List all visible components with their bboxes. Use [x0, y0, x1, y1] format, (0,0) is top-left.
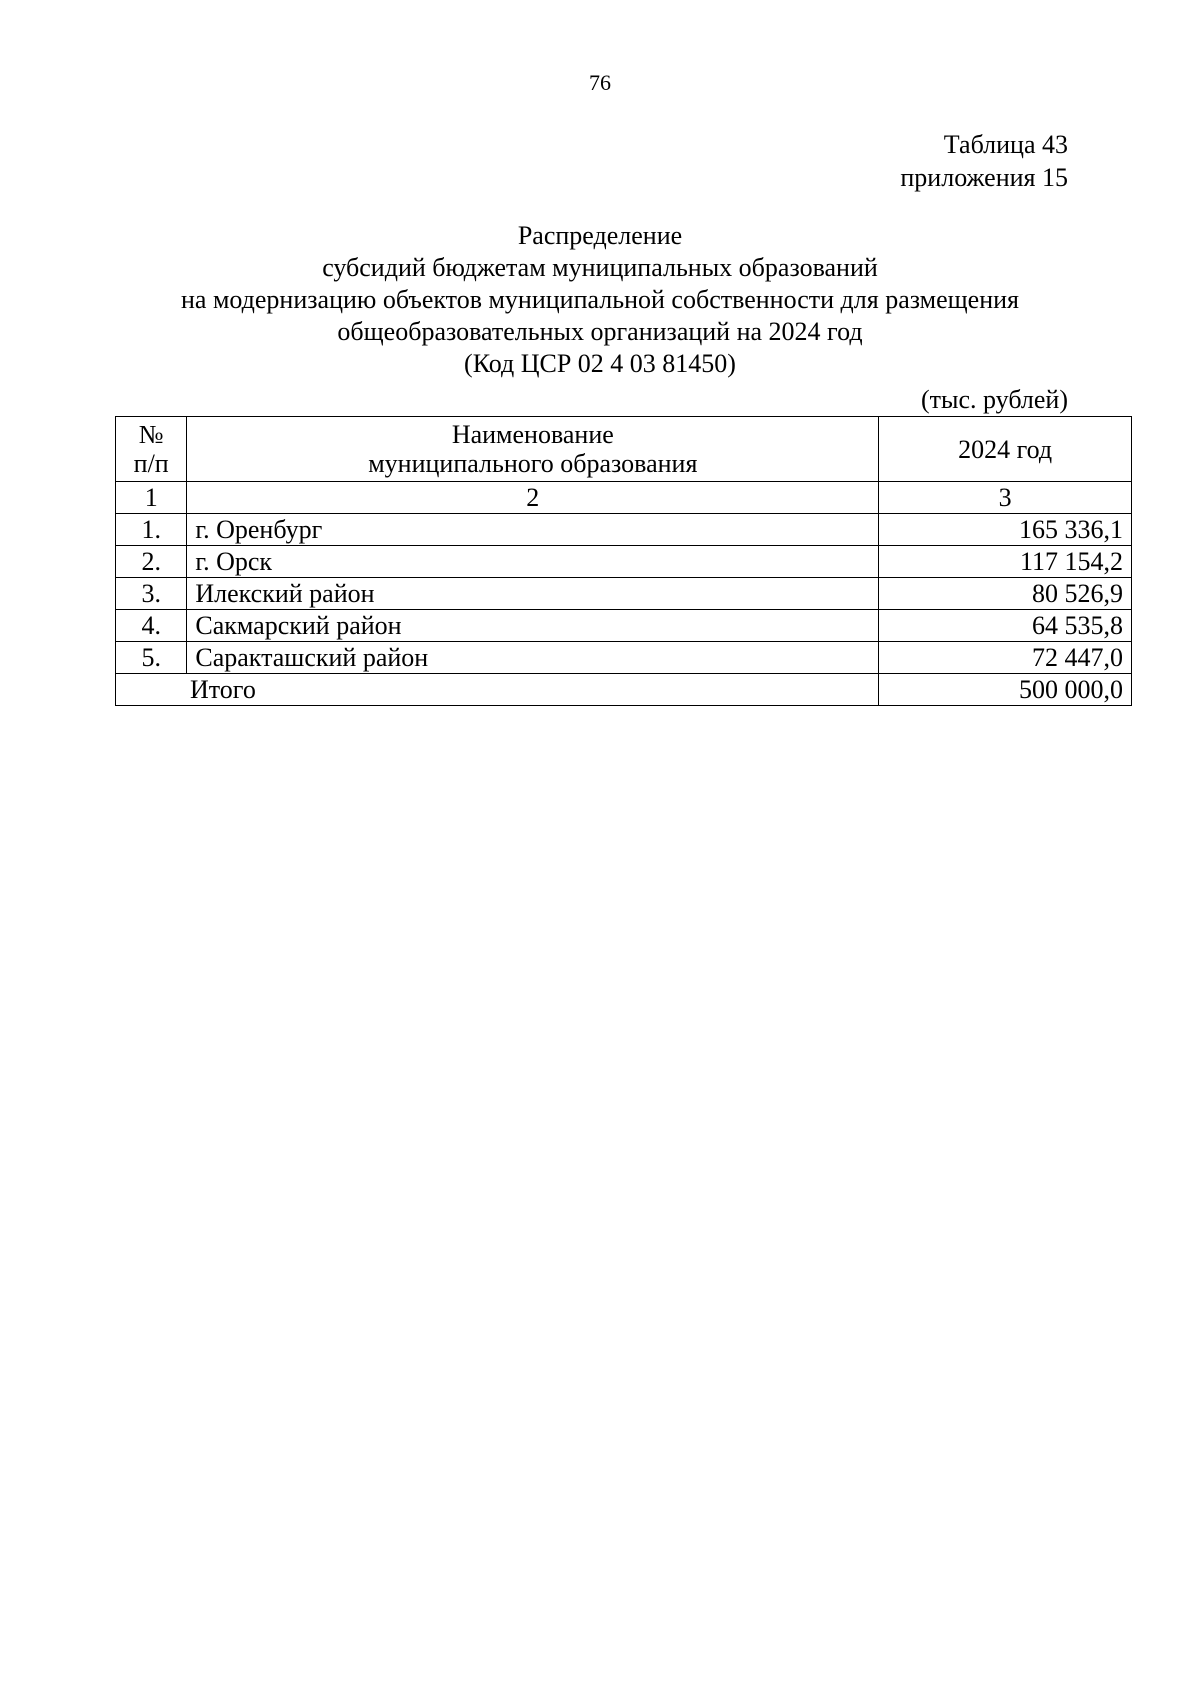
units-label: (тыс. рублей): [920, 385, 1068, 414]
title-line-3: на модернизацию объектов муниципальной собственности для размещения: [181, 285, 1019, 314]
row-name-cell: г. Орск: [187, 546, 879, 578]
column-index-cell: 1: [116, 482, 187, 514]
header-year-cell: 2024 год: [879, 417, 1132, 482]
total-label-cell: Итого: [116, 674, 879, 706]
page-number: 76: [589, 70, 611, 95]
row-number-cell: 3.: [116, 578, 187, 610]
table-header-row: [116, 417, 1132, 482]
row-number-cell: 4.: [116, 610, 187, 642]
header-name-line-2: муниципального образования: [368, 449, 698, 478]
table-row: [116, 546, 1132, 578]
row-value-cell: 80 526,9: [879, 578, 1132, 610]
total-row: [116, 674, 1132, 706]
row-number-cell: 5.: [116, 642, 187, 674]
table-reference-line-2: приложения 15: [900, 163, 1068, 192]
row-value-cell: 165 336,1: [879, 514, 1132, 546]
title-line-4: общеобразовательных организаций на 2024 год: [337, 317, 863, 346]
table-row: [116, 514, 1132, 546]
title-line-1: Распределение: [517, 221, 683, 250]
title-line-5: (Код ЦСР 02 4 03 81450): [464, 349, 736, 378]
title-line-2: субсидий бюджетам муниципальных образований: [322, 253, 878, 282]
row-number-cell: 2.: [116, 546, 187, 578]
column-index-row: [116, 482, 1132, 514]
table-reference-line-1: Таблица 43: [943, 130, 1068, 159]
table-reference: [900, 128, 1068, 194]
row-value-cell: 117 154,2: [879, 546, 1132, 578]
header-name-line-1: Наименование: [451, 420, 614, 449]
document-title: [0, 220, 1200, 380]
header-name-cell: [187, 417, 879, 482]
row-value-cell: 64 535,8: [879, 610, 1132, 642]
table-row: [116, 610, 1132, 642]
table-row: [116, 642, 1132, 674]
header-number-line-1: №: [138, 420, 164, 449]
header-number-line-2: п/п: [133, 449, 169, 478]
row-value-cell: 72 447,0: [879, 642, 1132, 674]
distribution-table: [115, 416, 1132, 706]
row-name-cell: г. Оренбург: [187, 514, 879, 546]
row-name-cell: Сакмарский район: [187, 610, 879, 642]
row-number-cell: 1.: [116, 514, 187, 546]
column-index-cell: 2: [187, 482, 879, 514]
row-name-cell: Саракташский район: [187, 642, 879, 674]
column-index-cell: 3: [879, 482, 1132, 514]
table-row: [116, 578, 1132, 610]
header-number-cell: [116, 417, 187, 482]
total-value-cell: 500 000,0: [879, 674, 1132, 706]
row-name-cell: Илекский район: [187, 578, 879, 610]
